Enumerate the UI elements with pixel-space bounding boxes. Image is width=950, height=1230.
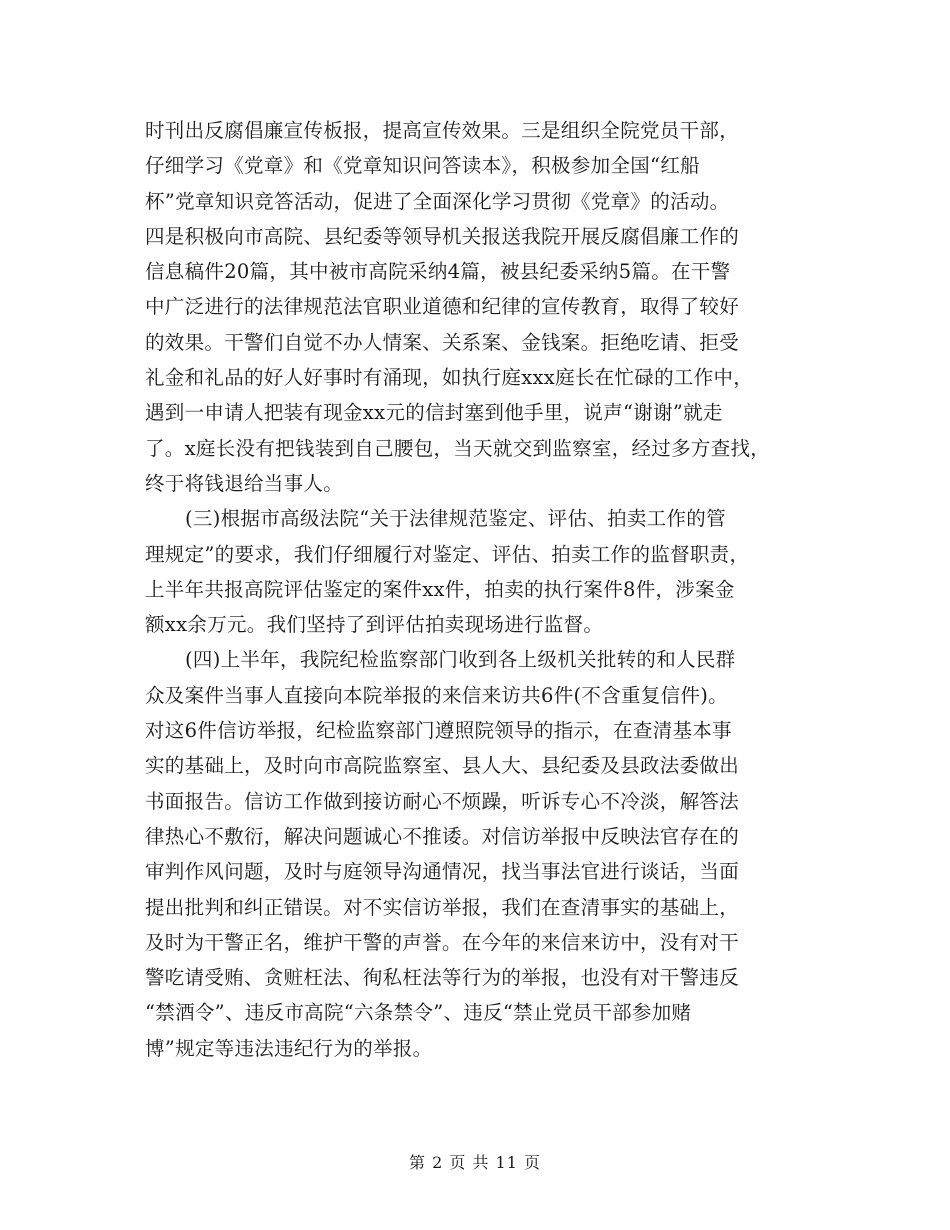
text-line: 中广泛进行的法律规范法官职业道德和纪律的宣传教育，取得了较好	[145, 295, 740, 319]
text-line: 仔细学习《党章》和《党章知识问答读本》，积极参加全国“红船	[145, 154, 700, 178]
text-line: 礼金和礼品的好人好事时有涌现，如执行庭xxx庭长在忙碌的工作中，	[145, 366, 754, 390]
text-line: 的效果。干警们自觉不办人情案、关系案、金钱案。拒绝吃请、拒受	[145, 330, 740, 354]
paragraph-start-line: (三)根据市高级法院“关于法律规范鉴定、评估、拍卖工作的管	[185, 507, 726, 531]
text-line: 实的基础上，及时向市高院监察室、县人大、县纪委及县政法委做出	[145, 754, 740, 778]
text-line: 书面报告。信访工作做到接访耐心不烦躁，听诉专心不冷淡，解答法	[145, 789, 740, 813]
text-line: 四是积极向市高院、县纪委等领导机关报送我院开展反腐倡廉工作的	[145, 224, 740, 248]
text-line: 众及案件当事人直接向本院举报的来信来访共6件(不含重复信件)。	[145, 683, 728, 707]
text-line: 博”规定等违法违纪行为的举报。	[145, 1036, 433, 1060]
text-line: 时刊出反腐倡廉宣传板报，提高宣传效果。三是组织全院党员干部，	[145, 119, 740, 142]
text-line: 理规定”的要求，我们仔细履行对鉴定、评估、拍卖工作的监督职责，	[145, 542, 750, 566]
paragraph-start-line: (四)上半年，我院纪检监察部门收到各上级机关批转的和人民群	[185, 648, 736, 672]
text-line: 提出批判和纠正错误。对不实信访举报，我们在查清事实的基础上，	[145, 895, 740, 919]
text-line: 额xx余万元。我们坚持了到评估拍卖现场进行监督。	[145, 613, 604, 637]
text-line: 审判作风问题，及时与庭领导沟通情况，找当事法官进行谈话，当面	[145, 860, 740, 884]
text-line: “禁酒令”、违反市高院“六条禁令”、违反“禁止党员干部参加赌	[145, 1001, 692, 1025]
text-line: 上半年共报高院评估鉴定的案件xx件，拍卖的执行案件8件，涉案金	[145, 577, 735, 601]
text-line: 终于将钱退给当事人。	[145, 471, 344, 495]
document-body	[145, 113, 835, 1066]
text-line: 了。x庭长没有把钱装到自己腰包，当天就交到监察室，经过多方查找，	[145, 436, 771, 460]
text-line: 信息稿件20篇，其中被市高院采纳4篇，被县纪委采纳5篇。在干警	[145, 260, 731, 284]
text-line: 杯”党章知识竞答活动，促进了全面深化学习贯彻《党章》的活动。	[145, 189, 730, 213]
text-line: 对这6件信访举报，纪检监察部门遵照院领导的指示，在查清基本事	[145, 719, 732, 743]
text-line: 警吃请受贿、贪赃枉法、徇私枉法等行为的举报，也没有对干警违反	[145, 966, 740, 990]
page-number-footer: 第 2 页 共 11 页	[409, 1153, 541, 1172]
text-line: 及时为干警正名，维护干警的声誉。在今年的来信来访中，没有对干	[145, 930, 740, 954]
text-line: 遇到一申请人把装有现金xx元的信封塞到他手里，说声“谢谢”就走	[145, 401, 723, 425]
text-line: 律热心不敷衍，解决问题诚心不推诿。对信访举报中反映法官存在的	[145, 824, 740, 848]
